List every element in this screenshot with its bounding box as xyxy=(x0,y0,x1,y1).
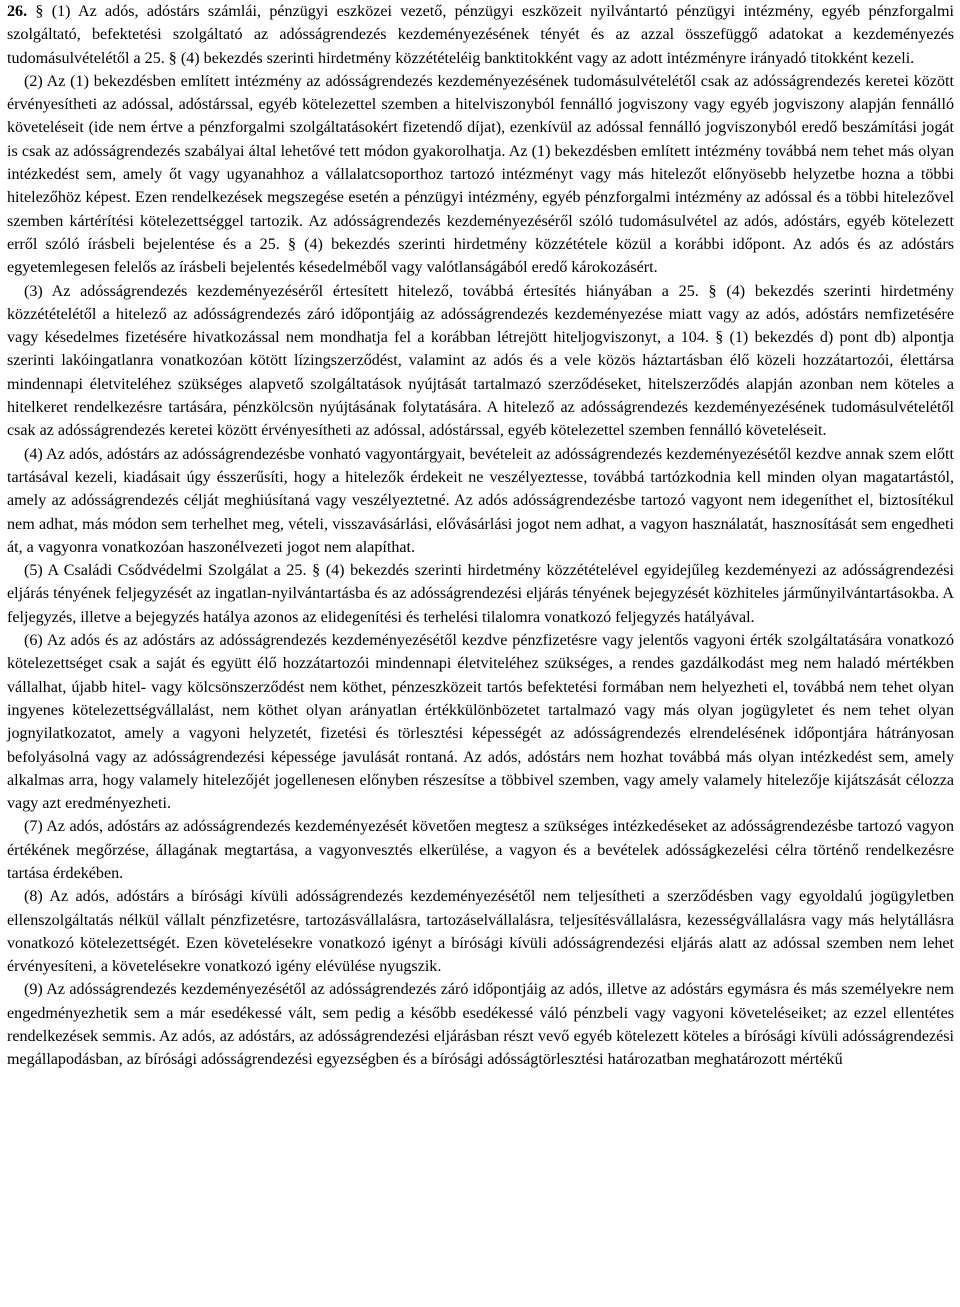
section-26-paragraph-8: (8) Az adós, adóstárs a bírósági kívüli adósságrendezés kezdeményezésétől nem teljesítheti a szerződésben vagy egyoldalú jogügyletben ellenszolgáltatás nélkül vállalt pénzfizetésre, tartozásvállalásra, tartozáselvállalásra, teljesítésvállalásra, kezességvállalásra vagy más helytállásra vonatkozó kötelezettségét. Ezen követelésekre vonatkozó igényt a bírósági kívüli adósságrendezési eljárás alatt az adóssal szemben nem lehet érvényesíteni, a követelésekre vonatkozó igény elévülése nyugszik. xyxy=(7,888,954,976)
section-26-paragraph-1 xyxy=(7,0,954,70)
section-26-paragraph-4: (4) Az adós, adóstárs az adósságrendezésbe vonható vagyontárgyait, bevételeit az adósságrendezés kezdeményezésétől kezdve annak szem előtt tartásával kezeli, kiadásait úgy ésszerűsíti, hogy a hitelezők érdekeit ne veszélyeztesse, továbbá tartózkodnia kell minden olyan magatartástól, amely az adósságrendezés célját meghiúsítaná vagy veszélyeztetné. Az adós adósságrendezésbe tartozó vagyont nem idegeníthet el, biztosítékul nem adhat, más módon sem terhelhet meg, vételi, visszavásárlási, elővásárlási jogot nem adhat, a vagyon használatát, hasznosítását sem engedheti át, a vagyonra vonatkozóan haszonélvezeti jogot nem alapíthat. xyxy=(7,445,954,556)
section-number: 26. xyxy=(7,3,28,20)
paragraph-text: § (1) Az adós, adóstárs számlái, pénzügyi eszközei vezető, pénzügyi eszközeit nyilvántartó pénzügyi intézmény, egyéb pénzforgalmi szolgáltató, befektetési szolgáltató az adósságrendezés kezdeményezésének tényét és az azzal összefüggő adatokat a kezdeményezés tudomásulvételétől a 25. § (4) bekezdés szerinti hirdetmény közzétételéig banktitokként vagy az adott intézményre irányadó titokként kezeli. xyxy=(7,3,954,67)
section-26-paragraph-2: (2) Az (1) bekezdésben említett intézmény az adósságrendezés kezdeményezésének tudomásulvételétől csak az adósságrendezés keretei között érvényesítheti az adóssal, adóstárssal, egyéb kötelezettel szemben a hitelviszonyból fennálló jogviszony vagy egyéb jogviszony alapján fennálló követeléseit (ide nem értve a pénzforgalmi szolgáltatásokért fizetendő díjat), ezenkívül az adóssal fennálló jogviszonyból eredő beszámítási jogát is csak az adósságrendezés szabályai által lehetővé tett módon gyakorolhatja. Az (1) bekezdésben említett intézmény továbbá nem tehet más olyan intézkedést sem, amely őt vagy ugyanahhoz a vállalatcsoporthoz tartozó intézményt vagy más hitelezőt előnyösebb helyzetbe hozna a többi hitelezőhöz képest. Ezen rendelkezések megszegése esetén a pénzügyi intézmény, egyéb pénzforgalmi intézmény az adóssal és a többi hitelezővel szemben kártérítési kötelezettséggel tartozik. Az adósságrendezés kezdeményezéséről szóló tudomásulvétel az adós, adóstárs, egyéb kötelezett erről szóló írásbeli bejelentése és a 25. § (4) bekezdés szerinti hirdetmény közzététele közül a korábbi időpont. Az adós és az adóstárs egyetemlegesen felelős az írásbeli bejelentés késedelméből vagy valótlanságából eredő károkozásért. xyxy=(7,72,954,277)
section-26-paragraph-3: (3) Az adósságrendezés kezdeményezéséről értesített hitelező, továbbá értesítés hiányában a 25. § (4) bekezdés szerinti hirdetmény közzétételétől a hitelező az adósságrendezés záró időpontjáig az adósságrendezés kezdeményezése miatt vagy az adós, adóstárs nemfizetésére vagy késedelmes fizetésére hivatkozással nem mondhatja fel a korábban létrejött hiteljogviszonyt, a 104. § (1) bekezdés d) pont db) alpontja szerinti lakóingatlanra vonatkozóan kötött lízingszerződést, valamint az adós és a vele közös háztartásban élő közeli hozzátartozói, élettársa mindennapi életviteléhez szükséges alapvető szolgáltatások nyújtását tartalmazó szerződéseket, hitelszerződés alapján azonban nem köteles a hitelkeret rendelkezésre tartására, pénzkölcsön nyújtásának folytatására. A hitelező az adósságrendezés kezdeményezésének tudomásulvételétől csak az adósságrendezés keretei között érvényesítheti az adóssal, adóstárssal, egyéb kötelezettel szemben fennálló követeléseit. xyxy=(7,282,954,440)
section-26-paragraph-6: (6) Az adós és az adóstárs az adósságrendezés kezdeményezésétől kezdve pénzfizetésre vagy jelentős vagyoni érték szolgáltatására vonatkozó kötelezettséget csak a saját és együtt élő hozzátartozói mindennapi életviteléhez szükséges, a rendes gazdálkodást meg nem haladó mértékben vállalhat, újabb hitel- vagy kölcsönszerződést nem köthet, pénzeszközeit tartós befektetési formában nem helyezheti el, továbbá nem tehet olyan ingyenes kötelezettségvállalást, nem köthet olyan arányatlan értékkülönbözetet tartalmazó vagy más olyan jogügyletet és nem tehet olyan jognyilatkozatot, amely a vagyoni helyzetét, fizetési és törlesztési képességét az adósságrendezés elrendelésének időpontjára hátrányosan befolyásolná vagy az adósságrendezési képessége javulását rontaná. Az adós, adóstárs nem hozhat továbbá más olyan intézkedést sem, amely alkalmas arra, hogy valamely hitelezőjét jogellenesen előnyben részesítse a többivel szemben, vagy amely valamely hitelezője kijátszását célozza vagy azt eredményezheti. xyxy=(7,632,954,813)
section-26-paragraph-9: (9) Az adósságrendezés kezdeményezésétől az adósságrendezés záró időpontjáig az adós, illetve az adóstárs egymásra és más személyekre nem engedményezhetik sem a már esedékessé vált, sem pedig a később esedékessé váló pénzbeli vagy vagyoni követeléseiket; az ezzel ellentétes rendelkezések semmis. Az adós, az adóstárs, az adósságrendezési eljárásban részt vevő egyéb kötelezett köteles a bírósági kívüli adósságrendezési megállapodásban, az bírósági adósságrendezési egyezségben és a bírósági adósságtörlesztési határozatban meghatározott mértékű xyxy=(7,981,954,1069)
section-26-paragraph-7: (7) Az adós, adóstárs az adósságrendezés kezdeményezését követően megtesz a szükséges intézkedéseket az adósságrendezésbe tartozó vagyon értékének megőrzése, állagának megtartása, a vagyonvesztés elkerülése, a vagyon és a bevételek adósságkezelési célra történő rendelkezésre tartása érdekében. xyxy=(7,818,954,882)
section-26-paragraph-5: (5) A Családi Csődvédelmi Szolgálat a 25. § (4) bekezdés szerinti hirdetmény közzétételével egyidejűleg kezdeményezi az adósságrendezési eljárás tényének feljegyzését az ingatlan-nyilvántartásba és az adósságrendezési eljárás tényének bejegyzését közhiteles járműnyilvántartásokba. A feljegyzés, illetve a bejegyzés hatálya azonos az elidegenítési és terhelési tilalomra vonatkozó feljegyzés hatályával. xyxy=(7,562,954,626)
